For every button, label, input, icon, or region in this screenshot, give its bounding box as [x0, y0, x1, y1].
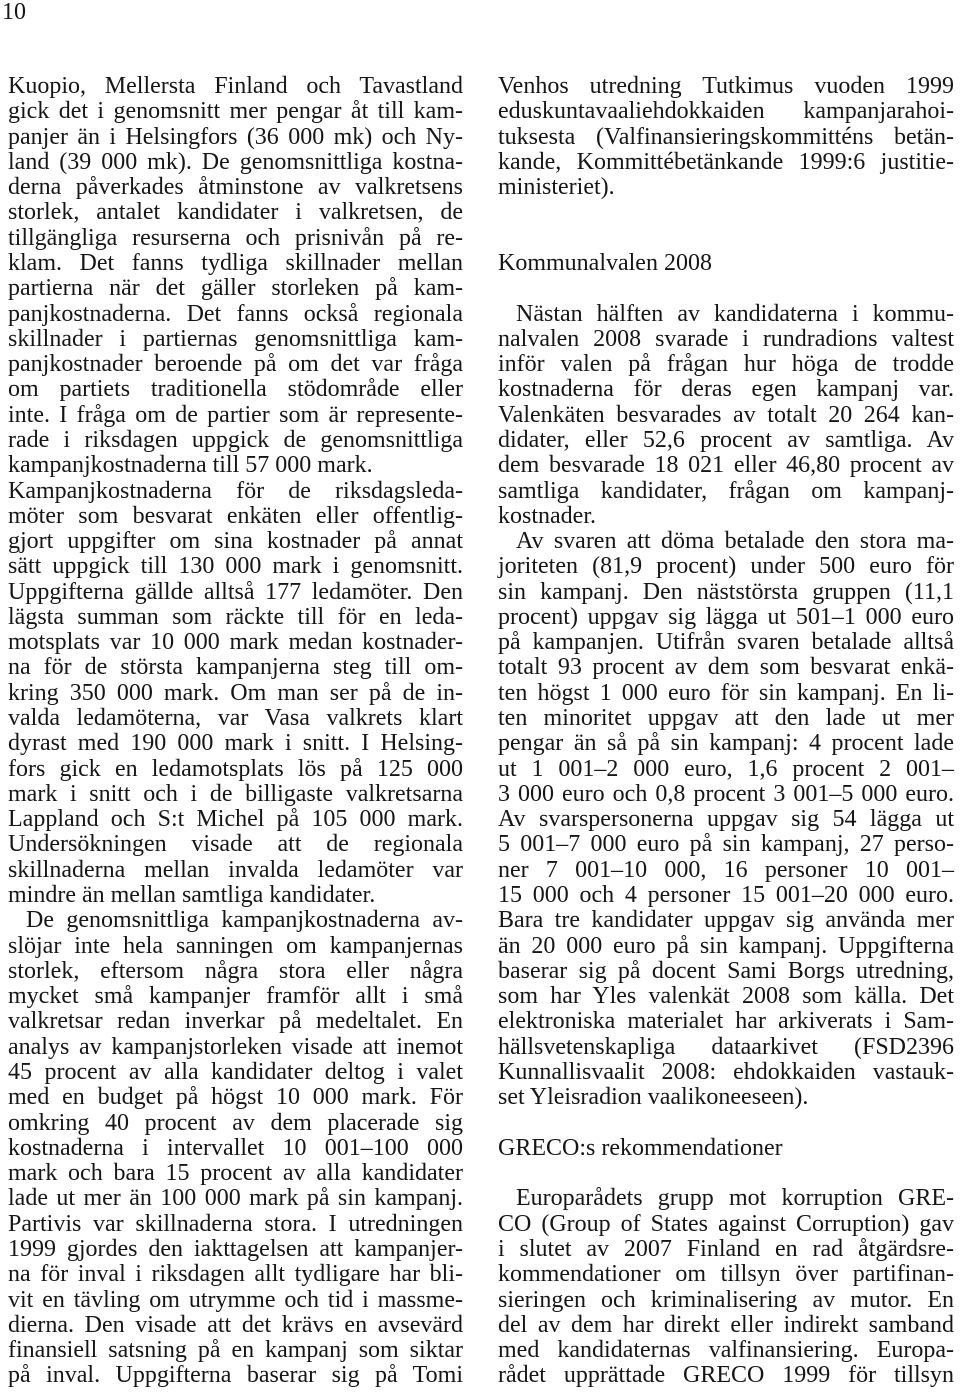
paragraph — [498, 302, 954, 530]
text-line: baserar sig på docent Sami Borgs utredning, — [498, 957, 954, 984]
text-line: partierna när det gäller storleken på kam- — [8, 275, 463, 302]
text-line: mycket små kampanjer framför allt i små — [8, 983, 463, 1010]
text-line: dierna. Den visade att det krävs en avsevärd — [8, 1311, 463, 1338]
section-heading: GRECO:s rekommendationer — [498, 1134, 783, 1161]
text-line: gjort uppgifter om sina kostnader på annat — [8, 528, 463, 555]
text-line: didater, eller 52,6 procent av samtliga. Av — [498, 426, 954, 453]
text-line: med kandidaternas valfinansiering. Europa- — [498, 1337, 954, 1364]
text-line: på inval. Uppgifterna baserar sig på Tomi — [8, 1362, 463, 1389]
text-line: na för inval i riksdagen allt tydligare har bli- — [8, 1261, 463, 1288]
text-line: totalt 93 procent av dem som besvarat enkä- — [498, 654, 954, 681]
text-line: ten högst 1 000 euro för sin kampanj. En li- — [498, 679, 954, 706]
text-line: pengar än så på sin kampanj: 4 procent lade — [498, 730, 954, 757]
text-line: vit en tävling om utrymme och tid i massme- — [8, 1286, 463, 1313]
blank-line — [498, 1161, 954, 1186]
text-line: hällsvetenskapliga dataarkivet (FSD2396 — [498, 1033, 954, 1060]
text-line: Kuopio, Mellersta Finland och Tavastland — [8, 73, 463, 99]
text-line: samtliga kandidater, frågan om kampanj- — [498, 477, 954, 504]
text-line: inte. I fråga om de partier som är represente- — [8, 401, 463, 428]
text-line: Undersökningen visade att de regionala — [8, 831, 463, 858]
text-line: än 20 000 euro på sin kampanj. Uppgifterna — [498, 932, 954, 959]
page-number: 10 — [2, 0, 26, 25]
text-line: kampanjkostnaderna till 57 000 mark. — [8, 452, 373, 479]
text-line: sieringen och kriminalisering av mutor. En — [498, 1286, 954, 1313]
text-line: motsplats var 10 000 mark medan kostnader- — [8, 629, 463, 656]
text-line: joriteten (81,9 procent) under 500 euro för — [498, 553, 954, 580]
text-line: lägsta summan som räckte till för en leda- — [8, 603, 463, 630]
text-line: tuksesta (Valfinansieringskommitténs betän- — [498, 123, 954, 150]
text-line: skillnaderna mellan invalda ledamöter var — [8, 856, 463, 883]
text-line: De genomsnittliga kampanjkostnaderna av- — [26, 907, 463, 934]
text-line: mark och bara 15 procent av alla kandidater — [8, 1160, 463, 1187]
text-line: slöjar inte hela sanningen om kampanjernas — [8, 932, 463, 959]
text-line: elektroniska materialet har arkiverats i Sam- — [498, 1008, 954, 1035]
text-line: kring 350 000 mark. Om man ser på de in- — [8, 679, 463, 706]
text-line: panjkostnader beroende på om det var fråga — [8, 351, 463, 378]
text-line: storlek, antalet kandidater i valkretsen, de — [8, 199, 463, 226]
text-line: panjer än i Helsingfors (36 000 mk) och Ny- — [8, 123, 463, 150]
text-line: 15 000 och 4 personer 15 001–20 000 euro. — [498, 882, 954, 908]
text-line: valda ledamöterna, var Vasa valkrets klart — [8, 705, 463, 732]
text-line: Venhos utredning Tutkimus vuoden 1999 — [498, 73, 954, 99]
text-line: omkring 40 procent av dem placerade sig — [8, 1109, 463, 1136]
text-line: på kampanjen. Utifrån svaren betalade alltså — [498, 629, 954, 656]
text-line: ut 1 001–2 000 euro, 1,6 procent 2 001– — [498, 755, 954, 782]
blank-line — [498, 226, 954, 251]
text-line: 3 000 euro och 0,8 procent 3 001–5 000 euro. — [498, 780, 954, 807]
text-line: kostnaderna för deras egen kampanj var. — [498, 376, 954, 403]
text-line: ner 7 001–10 000, 16 personer 10 001– — [498, 856, 954, 883]
paragraph — [8, 908, 463, 1388]
text-line: Partivis var skillnaderna stora. I utredningen — [8, 1210, 463, 1237]
text-line: valkretsar redan inverkar på medeltalet. En — [8, 1008, 463, 1035]
text-line: Lappland och S:t Michel på 105 000 mark. — [8, 806, 463, 833]
text-line: kande, Kommittébetänkande 1999:6 justitie- — [498, 148, 954, 175]
paragraph — [8, 479, 463, 909]
text-line: panjkostnaderna. Det fanns också regionala — [8, 300, 463, 327]
text-line: sätt uppgick till 130 000 mark i genomsnitt. — [8, 553, 463, 580]
text-line: rade i riksdagen uppgick de genomsnittliga — [8, 426, 463, 453]
text-line: Av svaren att döma betalade den stora ma- — [516, 528, 954, 555]
text-line: ministeriet). — [498, 174, 615, 201]
left-column — [8, 74, 463, 1389]
text-line: fors gick en ledamotsplats lös på 125 000 — [8, 755, 463, 782]
text-line: rådet upprättade GRECO 1999 för tillsyn — [498, 1362, 954, 1389]
text-line: som har Yles valenkät 2008 som källa. Det — [498, 983, 954, 1010]
text-line: gick det i genomsnitt mer pengar åt till kam- — [8, 98, 463, 125]
text-line: 1999 gjordes den iakttagelsen att kampanjer- — [8, 1235, 463, 1262]
text-line: lade ut mer än 100 000 mark på sin kampanj. — [8, 1185, 463, 1212]
paragraph — [498, 74, 954, 200]
paragraph — [498, 529, 954, 1110]
text-line: procent) uppgav sig lägga ut 501–1 000 euro — [498, 603, 954, 630]
text-line: Kampanjkostnaderna för de riksdagsleda- — [8, 477, 463, 504]
text-line: 45 procent av alla kandidater deltog i valet — [8, 1058, 463, 1085]
text-line: om partiets traditionella stödområde eller — [8, 376, 463, 403]
text-line: na för de största kampanjerna steg till om- — [8, 654, 463, 681]
text-line: kommendationer om tillsyn över partifinan- — [498, 1261, 954, 1288]
text-line: i slutet av 2007 Finland en rad åtgärdsre- — [498, 1235, 954, 1262]
text-line: land (39 000 mk). De genomsnittliga kostna- — [8, 148, 463, 175]
text-line: sin kampanj. Den näststörsta gruppen (11,1 — [498, 578, 954, 605]
text-line: nalvalen 2008 svarade i rundradions valtest — [498, 325, 954, 352]
blank-line — [498, 200, 954, 225]
text-line: mindre än mellan samtliga kandidater. — [8, 882, 376, 908]
text-line: derna påverkades åtminstone av valkretsens — [8, 174, 463, 201]
text-line: Uppgifterna gällde alltså 177 ledamöter. Den — [8, 578, 463, 605]
section-heading: Kommunalvalen 2008 — [498, 249, 712, 276]
text-line: dem besvarade 18 021 eller 46,80 procent av — [498, 452, 954, 479]
text-line: mark i snitt och i de billigaste valkretsarna — [8, 780, 463, 807]
text-line: ten minoritet uppgav att den lade ut mer — [498, 705, 954, 732]
blank-line — [498, 1111, 954, 1136]
text-line: 5 001–7 000 euro på sin kampanj, 27 perso- — [498, 831, 954, 858]
text-line: Kunnallisvaalit 2008: ehdokkaiden vastauk- — [498, 1058, 954, 1085]
text-line: finansiell satsning på en kampanj som siktar — [8, 1337, 463, 1364]
text-line: med en budget på högst 10 000 mark. För — [8, 1084, 463, 1111]
text-line: del av dem har direkt eller indirekt samband — [498, 1311, 954, 1338]
paragraph — [8, 74, 463, 479]
text-line: skillnader i partiernas genomsnittliga kam- — [8, 325, 463, 352]
text-line: Valenkäten besvarades av totalt 20 264 kan- — [498, 401, 954, 428]
text-line: Bara tre kandidater uppgav sig använda mer — [498, 907, 954, 934]
text-line: inför valen på frågan hur höga de trodde — [498, 351, 954, 378]
paragraph — [498, 1186, 954, 1388]
text-line: Av svarspersonerna uppgav sig 54 lägga ut — [498, 806, 954, 833]
right-column — [498, 74, 954, 1389]
text-line: dyrast med 190 000 mark i snitt. I Helsing- — [8, 730, 463, 757]
text-line: CO (Group of States against Corruption) gav — [498, 1210, 954, 1237]
text-line: möter som besvarat enkäten eller offentlig- — [8, 502, 463, 529]
text-line: kostnader. — [498, 502, 596, 529]
text-line: set Yleisradion vaalikoneeseen). — [498, 1084, 809, 1111]
blank-line — [498, 276, 954, 301]
text-line: tillgängliga resurserna och prisnivån på re- — [8, 224, 463, 251]
text-line: klam. Det fanns tydliga skillnader mellan — [8, 249, 463, 276]
text-line: Europarådets grupp mot korruption GRE- — [516, 1185, 954, 1212]
text-line: storlek, eftersom några stora eller några — [8, 957, 463, 984]
text-line: eduskuntavaaliehdokkaiden kampanjarahoi- — [498, 98, 954, 125]
text-line: kostnaderna i intervallet 10 001–100 000 — [8, 1134, 463, 1161]
text-line: Nästan hälften av kandidaterna i kommu- — [516, 300, 954, 327]
text-line: analys av kampanjstorleken visade att inemot — [8, 1033, 463, 1060]
